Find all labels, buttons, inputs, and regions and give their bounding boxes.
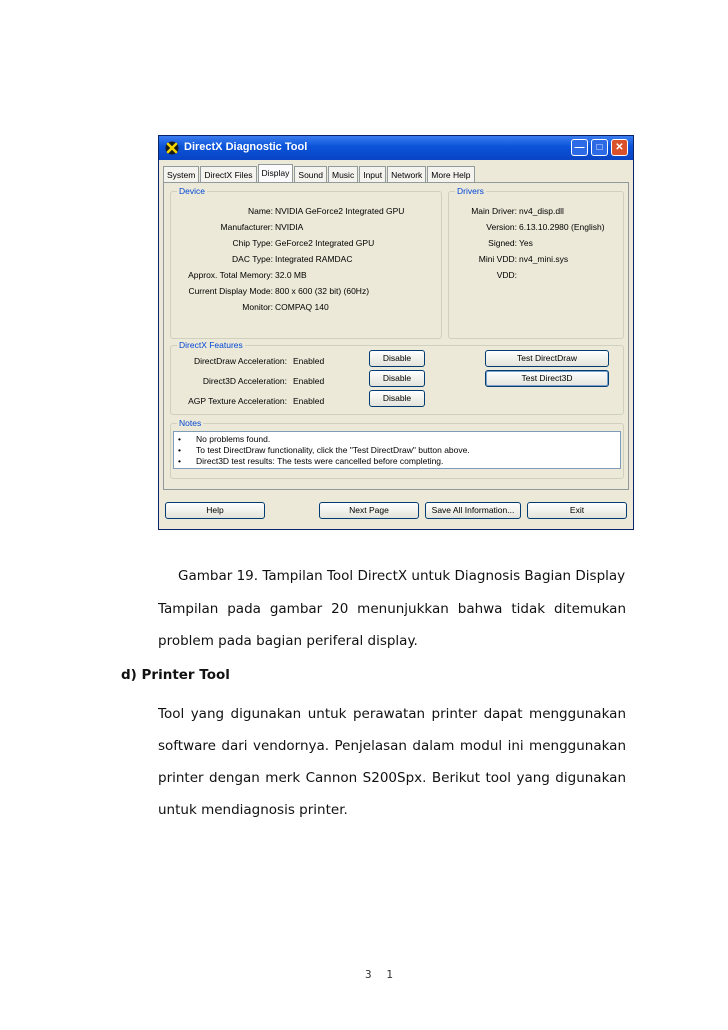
direct3d-accel-status: Enabled [293,376,325,386]
notes-group [170,418,624,479]
close-icon[interactable]: ✕ [611,139,628,156]
paragraph-line: problem pada bagian periferal display. [158,633,418,649]
device-name-label: Name: [247,206,273,216]
disable-directdraw-button[interactable]: Disable [369,350,425,367]
note-line: • No problems found. [178,434,271,444]
monitor-value: COMPAQ 140 [275,302,329,312]
total-memory-value: 32.0 MB [275,270,307,280]
notes-group-title: Notes [179,418,202,428]
display-tab-panel [163,182,629,490]
tab-more-help[interactable]: More Help [427,166,474,183]
device-name-value: NVIDIA GeForce2 Integrated GPU [275,206,405,216]
paragraph-line: untuk mendiagnosis printer. [158,802,348,818]
bullet-icon: • [178,434,181,444]
tab-display[interactable]: Display [258,164,294,183]
test-direct3d-button[interactable]: Test Direct3D [485,370,609,387]
exit-button[interactable]: Exit [527,502,627,519]
tab-network[interactable]: Network [387,166,426,183]
version-value: 6.13.10.2980 (English) [519,222,605,232]
direct3d-accel-label: Direct3D Acceleration: [202,376,287,386]
paragraph-display [158,593,626,657]
dac-type-label: DAC Type: [232,254,273,264]
paragraph-printer [158,698,626,826]
help-button[interactable]: Help [165,502,265,519]
disable-agp-texture-button[interactable]: Disable [369,390,425,407]
mini-vdd-label: Mini VDD: [478,254,517,264]
manufacturer-value: NVIDIA [275,222,304,232]
dac-type-value: Integrated RAMDAC [275,254,353,264]
directx-icon [165,141,179,155]
device-group-title: Device [179,186,205,196]
total-memory-label: Approx. Total Memory: [188,270,273,280]
tab-music[interactable]: Music [328,166,358,183]
device-group [170,186,442,339]
minimize-icon[interactable]: — [571,139,588,156]
save-all-information-button[interactable]: Save All Information... [425,502,521,519]
tab-strip [163,164,476,182]
bullet-icon: • [178,445,181,455]
display-mode-label: Current Display Mode: [188,286,273,296]
drivers-group [448,186,624,339]
note-line: • To test DirectDraw functionality, click the "Test DirectDraw" button above. [178,445,470,455]
drivers-group-title: Drivers [457,186,484,196]
notes-textbox[interactable] [173,431,621,469]
agp-texture-accel-label: AGP Texture Acceleration: [188,396,287,406]
page-number: 3 1 [365,968,397,981]
version-label: Version: [486,222,517,232]
tab-system[interactable]: System [163,166,199,183]
main-driver-label: Main Driver: [471,206,517,216]
paragraph-line: Tool yang digunakan untuk perawatan printer dapat menggunakan [158,706,626,722]
directx-features-group [170,340,624,415]
directx-diagnostic-window [158,135,634,530]
tab-input[interactable]: Input [359,166,386,183]
vdd-label: VDD: [496,270,517,280]
chip-type-value: GeForce2 Integrated GPU [275,238,375,248]
directdraw-accel-label: DirectDraw Acceleration: [193,356,287,366]
test-directdraw-button[interactable]: Test DirectDraw [485,350,609,367]
window-title: DirectX Diagnostic Tool [184,141,308,153]
display-mode-value: 800 x 600 (32 bit) (60Hz) [275,286,370,296]
note-line: • Direct3D test results: The tests were cancelled before completing. [178,456,444,466]
next-page-button[interactable]: Next Page [319,502,419,519]
disable-direct3d-button[interactable]: Disable [369,370,425,387]
mini-vdd-value: nv4_mini.sys [519,254,569,264]
tab-directx-files[interactable]: DirectX Files [200,166,256,183]
figure-caption: Gambar 19. Tampilan Tool DirectX untuk Diagnosis Bagian Display [178,568,626,584]
main-driver-value: nv4_disp.dll [519,206,564,216]
signed-label: Signed: [488,238,517,248]
manufacturer-label: Manufacturer: [220,222,273,232]
features-group-title: DirectX Features [179,340,243,350]
monitor-label: Monitor: [242,302,273,312]
agp-texture-accel-status: Enabled [293,396,325,406]
bullet-icon: • [178,456,181,466]
paragraph-line: printer dengan merk Cannon S200Spx. Berikut tool yang digunakan [158,770,626,786]
chip-type-label: Chip Type: [232,238,273,248]
tab-sound[interactable]: Sound [294,166,327,183]
directdraw-accel-status: Enabled [293,356,325,366]
title-bar [159,136,633,160]
paragraph-line: Tampilan pada gambar 20 menunjukkan bahwa tidak ditemukan [158,601,626,617]
paragraph-line: software dari vendornya. Penjelasan dalam modul ini menggunakan [158,738,626,754]
signed-value: Yes [519,238,533,248]
maximize-icon[interactable]: □ [591,139,608,156]
section-heading: d) Printer Tool [121,667,230,683]
